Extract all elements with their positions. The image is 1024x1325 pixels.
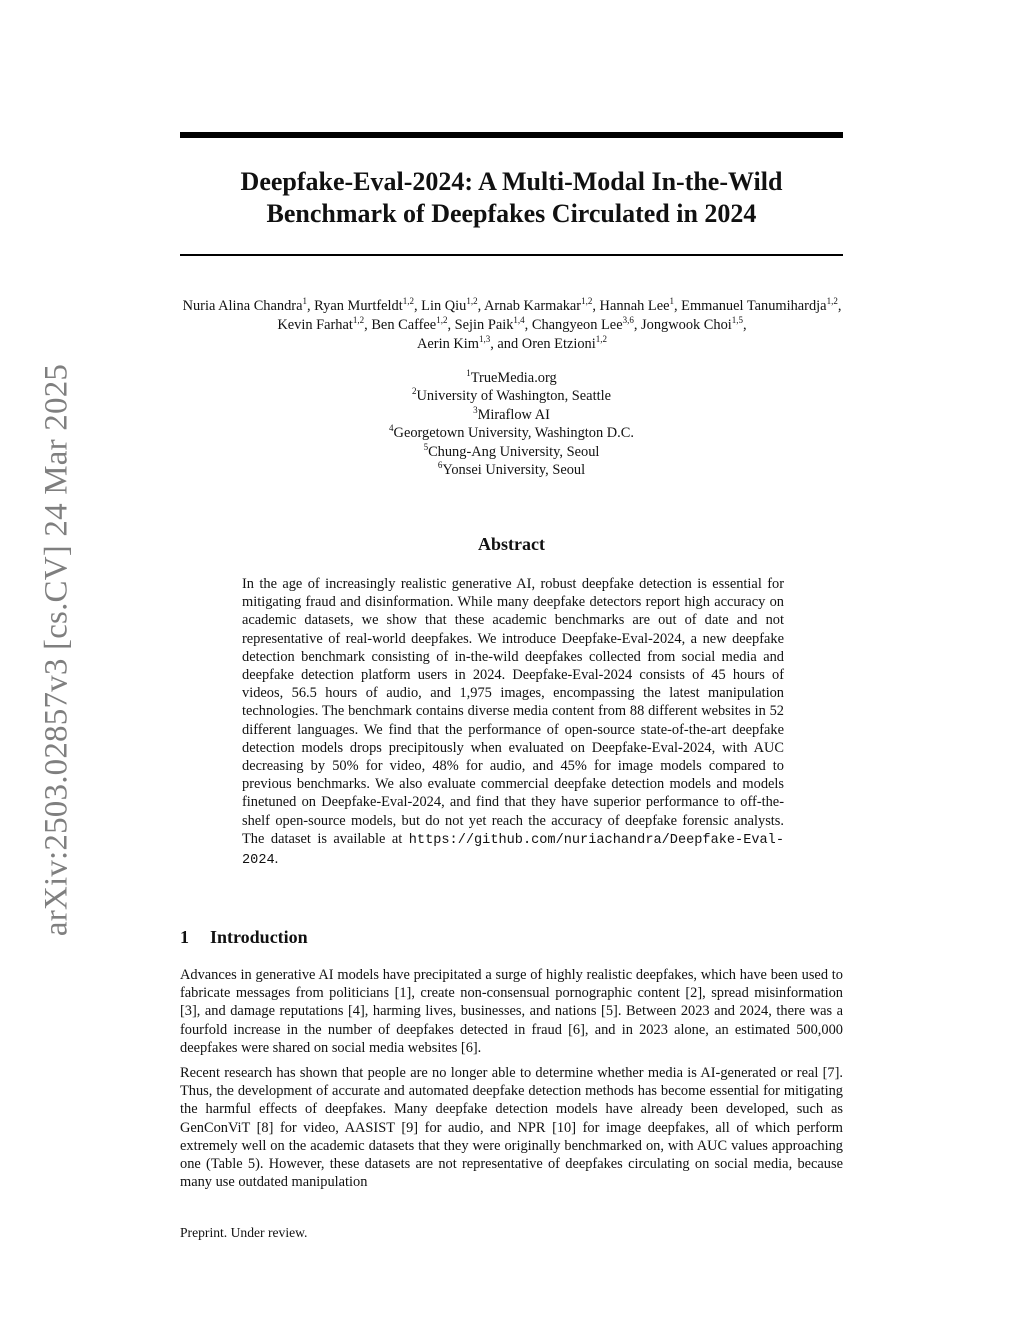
paper-title-line-1: Deepfake-Eval-2024: A Multi-Modal In-the-Wild [240,167,783,196]
author: Ben Caffee$^{1,2}$, [371,315,455,333]
introduction-paragraph: Recent research has shown that people are no longer able to determine whether media is AI-generated or real [7]. Thus, the development of accurate and automated deepfake detection methods has become essential for mitigating the harmful effects of deepfakes. Many deepfake detection models have already been developed, such as GenConViT [8] for video, AASIST [9] for audio, and NPR [10] for image deepfakes, all of which perform extremely well on the academic datasets that they were originally benchmarked on, with AUC values approaching one (Table 5). However, these datasets are not representative of deepfakes circulating on social media, because many use outdated manipulation [180,1065,843,1191]
section-number: 1 [180,927,189,947]
author: Arnab Karmakar$^{1,2}$, [484,296,600,314]
affiliation: $^3$Miraflow AI [473,404,550,423]
abstract-paragraph: In the age of increasingly realistic generative AI, robust deepfake detection is essential for mitigating fraud and disinformation. While many deepfake detectors report high accuracy on academic datasets, we show that these academic benchmarks are out of date and not representative of real-world deepfakes. We introduce Deepfake-Eval-2024, a new deepfake detection benchmark consisting of in-the-wild deepfakes collected from social media and deepfake detection platform users in 2024. Deepfake-Eval-2024 consists of 45 hours of videos, 56.5 hours of audio, and 1,975 images, encompassing the latest manipulation technologies. The benchmark contains diverse media content from 88 different websites in 52 different languages. We find that the performance of open-source state-of-the-art deepfake detection models drops precipitously when evaluated on Deepfake-Eval-2024, with AUC decreasing by 50% for video, 48% for audio, and 45% for image models compared to previous benchmarks. We also evaluate commercial deepfake detection models and models finetuned on Deepfake-Eval-2024, and find that they have superior performance to off-the-shelf open-source models, but do not yet reach the accuracy of deepfake forensic analysts. The dataset is available at [242,576,784,847]
author: Lin Qiu$^{1,2}$, [421,296,484,314]
author-list [178,297,846,354]
page-footer: Preprint. Under review. [180,1225,308,1240]
author: Oren Etzioni$^{1,2}$ [521,334,607,352]
affiliation: $^2$University of Washington, Seattle [412,386,611,405]
affiliation-list [180,369,843,479]
author: Changyeon Lee$^{3,6}$, [531,315,642,333]
paper-title-line-2: Benchmark of Deepfakes Circulated in 2024 [266,199,757,228]
dataset-url-link[interactable]: https://github.com/nuriachandra/Deepfake-Eval-2024 [242,832,784,869]
author: Kevin Farhat$^{1,2}$, [277,315,372,333]
paper-title [180,166,843,230]
author: Aerin Kim$^{1,3}$, and [417,334,522,352]
section-title: Introduction [210,927,308,947]
introduction-paragraph: Advances in generative AI models have precipitated a surge of highly realistic deepfakes, which have been used to fabricate messages from politicians [1], create non-consensual pornographic content [2], spread misinformation [3], and damage reputations [4], harming lives, businesses, and nations [5]. Between 2023 and 2024, there was a fourfold increase in the number of deepfakes detected in fraud [6], and in 2023 alone, an estimated 500,000 deepfakes were shared on social media websites [6]. [180,967,843,1056]
introduction-body [180,966,843,1198]
author: Nuria Alina Chandra$^1$, [182,296,315,314]
author: Sejin Paik$^{1,4}$, [454,315,532,333]
abstract-text: In the age of increasingly realistic generative AI, robust deepfake detection is essential for mitigating fraud and disinformation. While many deepfake detectors report high accuracy on academic datasets, we show that these academic benchmarks are out of date and not representative of real-world deepfakes. We introduce Deepfake-Eval-2024, a new deepfake detection benchmark consisting of in-the-wild deepfakes collected from social media and deepfake detection platform users in 2024. Deepfake-Eval-2024 consists of 45 hours of videos, 56.5 hours of audio, and 1,975 images, encompassing the latest manipulation technologies. The benchmark contains diverse media content from 88 different websites in 52 different languages. We find that the performance of open-source state-of-the-art deepfake detection models drops precipitously when evaluated on Deepfake-Eval-2024, with AUC decreasing by 50% for video, 48% for audio, and 45% for image models compared to previous benchmarks. We also evaluate commercial deepfake detection models and models finetuned on Deepfake-Eval-2024, and find that they have superior performance to off-the-shelf open-source models, but do not yet reach the accuracy of deepfake forensic analysts. The dataset is available at https://github.com/nuriachandra/Deepfake-Eval-2024. [242,576,784,869]
arxiv-identifier-stamp: arXiv:2503.02857v3 [cs.CV] 24 Mar 2025 [38,363,75,937]
author: Emmanuel Tanumihardja$^{1,2}$, [681,296,842,314]
section-heading-introduction [180,926,843,948]
affiliation: $^5$Chung-Ang University, Seoul [423,441,600,460]
author: Ryan Murtfeldt$^{1,2}$, [314,296,422,314]
abstract-heading: Abstract [478,534,545,554]
title-bottom-rule [180,254,843,256]
affiliation: $^1$TrueMedia.org [466,368,557,386]
affiliation: $^4$Georgetown University, Washington D.C. [389,423,634,442]
author: Jongwook Choi$^{1,5}$, [641,315,747,333]
affiliation: $^6$Yonsei University, Seoul [437,460,586,479]
title-top-rule [180,132,843,138]
author: Hannah Lee$^1$, [599,296,682,314]
